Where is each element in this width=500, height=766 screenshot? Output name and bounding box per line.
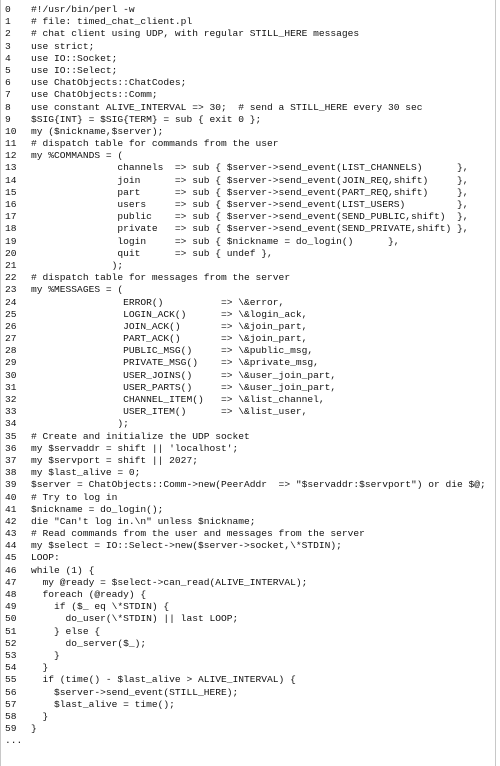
code-line: [1, 528, 495, 540]
line-code: } else {: [31, 625, 101, 637]
code-line: [1, 443, 495, 455]
line-number: 37: [5, 454, 17, 466]
code-line: [1, 589, 495, 601]
line-code: users => sub { $server->send_event(LIST_USERS) },: [31, 199, 469, 210]
line-code: use IO::Socket;: [31, 52, 118, 64]
code-line: [1, 102, 495, 114]
line-number: 7: [5, 89, 11, 101]
line-code: my $last_alive = 0;: [31, 467, 141, 479]
line-code: # chat client using UDP, with regular STILL_HERE messages: [31, 28, 360, 40]
line-code: use ChatObjects::Comm;: [31, 89, 158, 101]
line-code: $last_alive = time();: [31, 698, 175, 710]
code-line: [1, 662, 495, 674]
line-number: 11: [5, 138, 17, 150]
code-line: [1, 321, 495, 333]
code-line: [1, 394, 495, 406]
code-line: [1, 345, 495, 357]
line-number: 44: [5, 540, 17, 552]
line-code: JOIN_ACK() => \&join_part,: [31, 320, 308, 332]
line-number: 8: [5, 101, 11, 113]
line-number: 19: [5, 235, 17, 247]
line-number: 18: [5, 223, 17, 235]
line-code: if ($_ eq \*STDIN) {: [31, 601, 170, 613]
line-number: 29: [5, 357, 17, 369]
code-line: [1, 479, 495, 491]
continuation-marker: ...: [5, 735, 23, 747]
line-code: $server = ChatObjects::Comm->new(PeerAddr => "$servaddr:$servport") or die $@;: [31, 479, 486, 491]
line-number: 13: [5, 162, 17, 174]
line-number: 25: [5, 308, 17, 320]
line-code: join => sub { $server->send_event(JOIN_REQ,shift) },: [31, 174, 469, 186]
code-line: [1, 492, 495, 504]
code-line: [1, 540, 495, 552]
line-code: CHANNEL_ITEM() => \&list_channel,: [31, 394, 325, 405]
line-code: # Create and initialize the UDP socket: [31, 430, 250, 442]
line-code: }: [31, 649, 60, 661]
line-number: 54: [5, 662, 17, 674]
line-code: USER_ITEM() => \&list_user,: [31, 406, 308, 418]
line-code: #!/usr/bin/perl -w: [31, 4, 135, 15]
line-number: 52: [5, 637, 17, 649]
line-code: PUBLIC_MSG() => \&public_msg,: [31, 345, 314, 357]
line-number: 21: [5, 259, 17, 271]
code-line: [1, 138, 495, 150]
code-line: [1, 504, 495, 516]
code-line: [1, 455, 495, 467]
line-number: 43: [5, 528, 17, 540]
line-code: }: [31, 710, 49, 722]
line-code: # dispatch table for commands from the user: [31, 138, 279, 150]
line-code: # file: timed_chat_client.pl: [31, 16, 193, 28]
line-code: use IO::Select;: [31, 64, 118, 76]
code-line: [1, 613, 495, 625]
line-number: 0: [5, 4, 11, 15]
code-line: [1, 333, 495, 345]
line-number: 6: [5, 77, 11, 89]
code-line: [1, 16, 495, 28]
line-code: my $select = IO::Select->new($server->socket,\*STDIN);: [31, 540, 342, 552]
line-code: }: [31, 662, 49, 674]
code-line: [1, 723, 495, 735]
line-number: 3: [5, 40, 11, 52]
code-line: [1, 175, 495, 187]
code-line: [1, 297, 495, 309]
line-code: $nickname = do_login();: [31, 503, 164, 515]
line-code: );: [31, 259, 124, 271]
line-code: my %COMMANDS = (: [31, 150, 124, 162]
line-number: 10: [5, 125, 17, 137]
code-line: [1, 248, 495, 260]
line-number: 49: [5, 601, 17, 613]
line-number: 31: [5, 381, 17, 393]
code-line: [1, 41, 495, 53]
code-line: [1, 357, 495, 369]
code-line: [1, 370, 495, 382]
code-line: [1, 516, 495, 528]
line-code: LOOP:: [31, 552, 60, 564]
line-code: USER_JOINS() => \&user_join_part,: [31, 369, 337, 381]
line-number: 27: [5, 333, 17, 345]
line-number: 59: [5, 723, 17, 735]
line-code: LOGIN_ACK() => \&login_ack,: [31, 308, 308, 320]
line-number: 4: [5, 52, 11, 64]
line-number: 38: [5, 467, 17, 479]
line-code: die "Can't log in.\n" unless $nickname;: [31, 515, 256, 527]
line-code: public => sub { $server->send_event(SEND_PUBLIC,shift) },: [31, 211, 469, 223]
code-line: [1, 284, 495, 296]
line-number: 46: [5, 564, 17, 576]
line-code: # dispatch table for messages from the server: [31, 272, 291, 284]
code-line: [1, 162, 495, 174]
line-number: 45: [5, 552, 17, 564]
code-line: [1, 150, 495, 162]
code-line: [1, 65, 495, 77]
code-line: [1, 601, 495, 613]
line-code: my ($nickname,$server);: [31, 125, 164, 137]
code-line: [1, 711, 495, 723]
line-number: 33: [5, 406, 17, 418]
code-line: [1, 650, 495, 662]
line-code: # Try to log in: [31, 491, 118, 503]
line-number: 48: [5, 589, 17, 600]
line-number: 41: [5, 503, 17, 515]
line-code: );: [31, 418, 129, 430]
code-line: [1, 126, 495, 138]
line-code: private => sub { $server->send_event(SEND_PRIVATE,shift) },: [31, 223, 469, 235]
code-line: [1, 699, 495, 711]
code-line: [1, 211, 495, 223]
code-line: [1, 4, 495, 16]
line-code: part => sub { $server->send_event(PART_REQ,shift) },: [31, 186, 469, 198]
line-number: 15: [5, 186, 17, 198]
code-line: [1, 272, 495, 284]
code-line: [1, 674, 495, 686]
line-number: 35: [5, 430, 17, 442]
code-line: [1, 565, 495, 577]
line-number: 57: [5, 698, 17, 710]
code-line: [1, 187, 495, 199]
code-line: [1, 53, 495, 65]
code-line: [1, 552, 495, 564]
line-code: foreach (@ready) {: [31, 589, 147, 600]
code-line: [1, 577, 495, 589]
code-line: [1, 28, 495, 40]
line-code: channels => sub { $server->send_event(LIST_CHANNELS) },: [31, 162, 469, 174]
code-line: [1, 687, 495, 699]
code-line: [1, 418, 495, 430]
code-line: [1, 626, 495, 638]
line-code: my %MESSAGES = (: [31, 284, 124, 296]
line-number: 30: [5, 369, 17, 381]
line-code: PART_ACK() => \&join_part,: [31, 333, 308, 345]
line-number: 23: [5, 284, 17, 296]
code-line: [1, 223, 495, 235]
line-code: login => sub { $nickname = do_login() },: [31, 235, 400, 247]
code-line: [1, 89, 495, 101]
line-number: 5: [5, 64, 11, 76]
line-number: 56: [5, 686, 17, 698]
code-line: [1, 382, 495, 394]
line-number: 55: [5, 674, 17, 686]
code-line: [1, 114, 495, 126]
code-line: [1, 638, 495, 650]
code-lines: [1, 4, 495, 735]
line-code: use ChatObjects::ChatCodes;: [31, 77, 187, 89]
line-number: 9: [5, 113, 11, 125]
line-code: if (time() - $last_alive > ALIVE_INTERVAL) {: [31, 674, 296, 686]
line-code: $SIG{INT} = $SIG{TERM} = sub { exit 0 };: [31, 113, 262, 125]
line-number: 53: [5, 649, 17, 661]
line-number: 26: [5, 320, 17, 332]
line-number: 40: [5, 491, 17, 503]
line-number: 28: [5, 345, 17, 357]
line-number: 51: [5, 625, 17, 637]
code-line: [1, 77, 495, 89]
line-number: 36: [5, 442, 17, 454]
code-line: [1, 406, 495, 418]
line-code: do_server($_);: [31, 637, 147, 649]
line-code: my @ready = $select->can_read(ALIVE_INTERVAL);: [31, 576, 308, 588]
line-number: 2: [5, 28, 11, 40]
code-line: [1, 199, 495, 211]
line-number: 24: [5, 296, 17, 308]
line-code: ERROR() => \&error,: [31, 296, 285, 308]
line-number: 14: [5, 174, 17, 186]
line-code: my $servport = shift || 2027;: [31, 454, 198, 466]
line-code: # Read commands from the user and messages from the server: [31, 528, 365, 540]
line-code: USER_PARTS() => \&user_join_part,: [31, 381, 337, 393]
code-line: [1, 467, 495, 479]
line-number: 34: [5, 418, 17, 430]
line-number: 42: [5, 515, 17, 527]
line-code: my $servaddr = shift || 'localhost';: [31, 442, 239, 454]
code-line: [1, 309, 495, 321]
line-number: 12: [5, 150, 17, 162]
line-number: 58: [5, 710, 17, 722]
line-code: quit => sub { undef },: [31, 247, 273, 259]
code-line: [1, 431, 495, 443]
line-number: 32: [5, 394, 17, 405]
line-code: use constant ALIVE_INTERVAL => 30; # send a STILL_HERE every 30 sec: [31, 101, 423, 113]
line-number: 47: [5, 576, 17, 588]
line-number: 39: [5, 479, 17, 491]
line-number: 17: [5, 211, 17, 223]
line-code: use strict;: [31, 40, 95, 52]
line-number: 22: [5, 272, 17, 284]
code-line: [1, 236, 495, 248]
code-line: [1, 260, 495, 272]
line-number: 50: [5, 613, 17, 625]
line-code: }: [31, 723, 37, 735]
line-number: 1: [5, 16, 11, 28]
line-code: PRIVATE_MSG() => \&private_msg,: [31, 357, 319, 369]
line-code: do_user(\*STDIN) || last LOOP;: [31, 613, 239, 625]
line-number: 20: [5, 247, 17, 259]
line-code: while (1) {: [31, 564, 95, 576]
line-number: 16: [5, 199, 17, 210]
line-code: $server->send_event(STILL_HERE);: [31, 686, 239, 698]
